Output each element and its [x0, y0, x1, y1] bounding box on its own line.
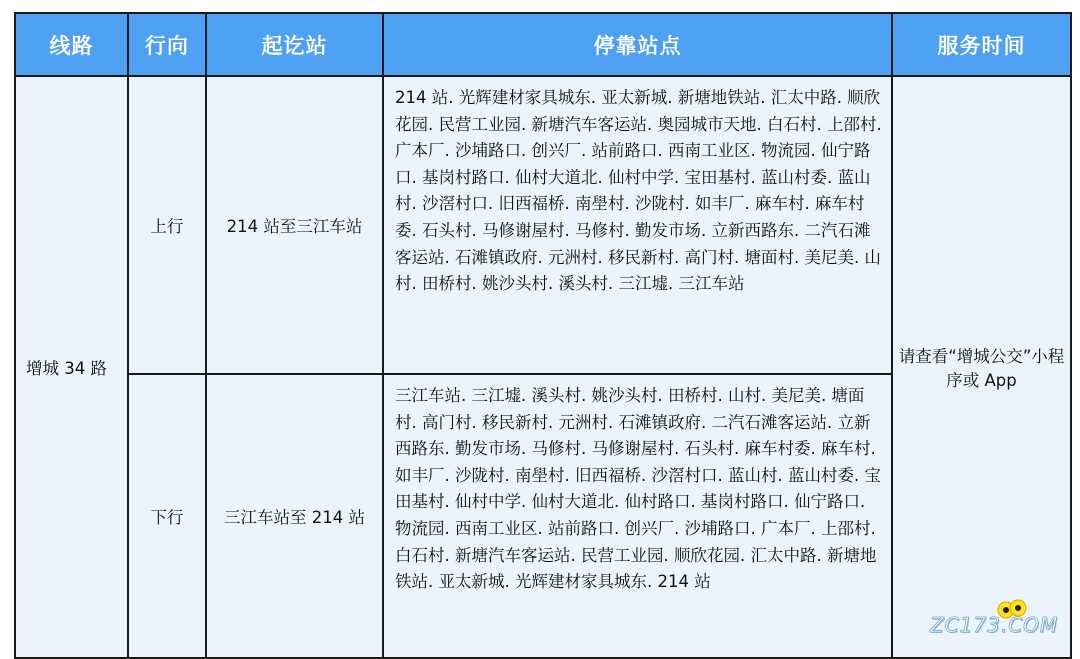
header-row: [15, 13, 1071, 76]
bus-route-table: [14, 12, 1072, 659]
service-time-text: 请查看“增城公交”小程序或 App: [898, 347, 1065, 390]
header-direction: 行向: [128, 13, 206, 76]
stops-cell-down: 三江车站. 三江墟. 溪头村. 姚沙头村. 田桥村. 山村. 美尼美. 塘面村. 高门村. 移民新村. 元洲村. 石滩镇政府. 二汽石滩客运站. 立新西路东. 勤发市场. 马修村. 马修谢屋村. 石头村. 麻车村委. 麻车村. 如丰厂. 沙陇村. 南壆村. 旧西福桥. 沙滘村口. 蓝山村. 蓝山村委. 宝田基村. 仙村中学. 仙村大道北. 仙村路口. 基岗村路口. 仙宁路口. 物流园. 西南工业区. 站前路口. 创兴厂. 沙埔路口. 广本厂. 上邵村. 白石村. 新塘汽车客运站. 民营工业园. 顺欣花园. 汇太中路. 新塘地铁站. 亚太新城. 光辉建材家具城东. 214 站: [383, 374, 892, 658]
stops-cell-up: 214 站. 光辉建材家具城东. 亚太新城. 新塘地铁站. 汇太中路. 顺欣花园. 民营工业园. 新塘汽车客运站. 奥园城市天地. 白石村. 上邵村. 广本厂. 沙埔路口. 创兴厂. 站前路口. 西南工业区. 物流园. 仙宁路口. 基岗村路口. 仙村大道北. 仙村中学. 宝田基村. 蓝山村委. 蓝山村. 沙滘村口. 旧西福桥. 南壆村. 沙陇村. 如丰厂. 麻车村. 麻车村委. 石头村. 马修谢屋村. 马修村. 勤发市场. 立新西路东. 二汽石滩客运站. 石滩镇政府. 元洲村. 移民新村. 高门村. 塘面村. 美尼美. 山村. 田桥村. 姚沙头村. 溪头村. 三江墟. 三江车站: [383, 76, 892, 374]
route-name-cell: 增城 34 路: [15, 76, 128, 658]
header-service-time: 服务时间: [892, 13, 1071, 76]
service-time-cell: [892, 76, 1071, 658]
header-route: 线路: [15, 13, 128, 76]
header-stops: 停靠站点: [383, 13, 892, 76]
watermark-logo: [930, 598, 1070, 642]
header-span: 起讫站: [206, 13, 383, 76]
table-row-up: [15, 76, 1071, 374]
span-cell-up: 214 站至三江车站: [206, 76, 383, 374]
watermark-text: ZC173.COM: [930, 613, 1059, 637]
span-cell-down: 三江车站至 214 站: [206, 374, 383, 658]
direction-cell-up: 上行: [128, 76, 206, 374]
direction-cell-down: 下行: [128, 374, 206, 658]
